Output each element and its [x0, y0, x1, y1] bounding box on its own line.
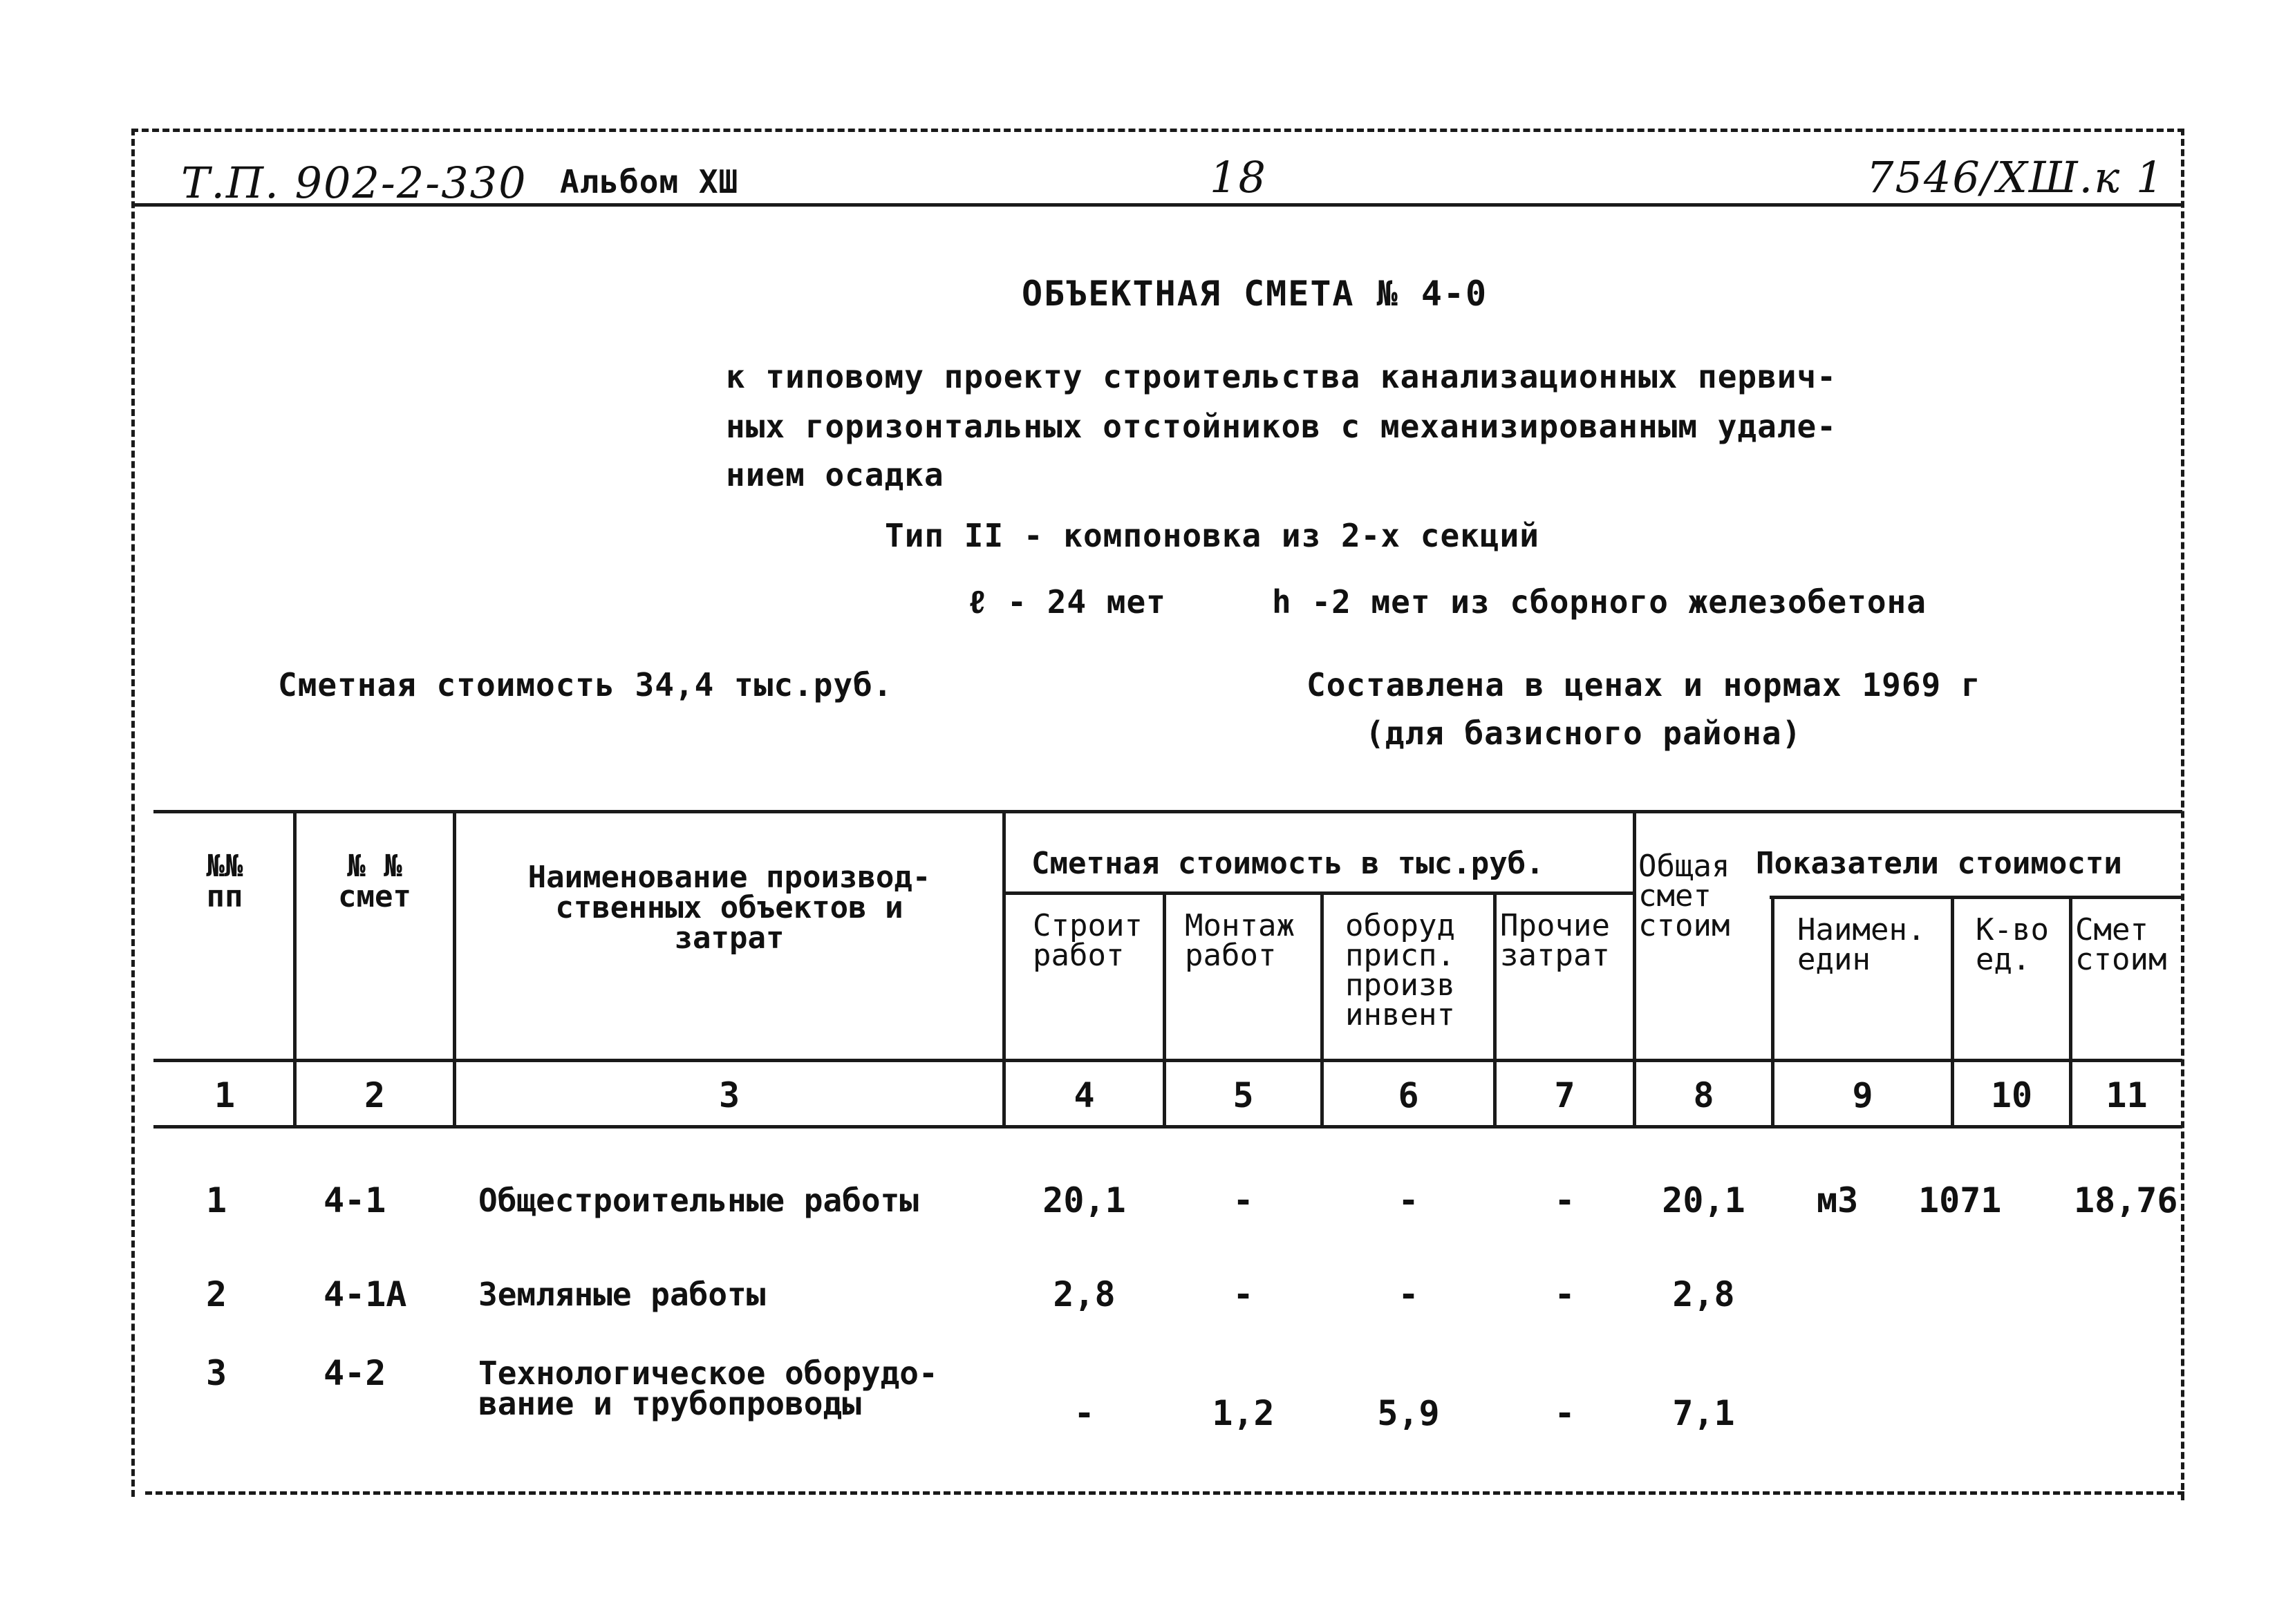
- estimate-number: 4-1: [324, 1180, 386, 1220]
- header-col-4: Строит работ: [1033, 908, 1143, 974]
- column-number: 1: [214, 1075, 236, 1115]
- equipment-cost: -: [1398, 1180, 1419, 1220]
- subtitle-line-3: нием осадка: [726, 456, 944, 493]
- equipment-cost: 5,9: [1377, 1393, 1440, 1433]
- other-cost: -: [1554, 1274, 1575, 1314]
- column-number: 10: [1990, 1075, 2033, 1115]
- frame-bottom: [145, 1491, 2184, 1495]
- header-col-1: №№ пп: [206, 849, 243, 914]
- item-name: Общестроительные работы: [478, 1182, 919, 1219]
- column-number: 5: [1233, 1075, 1254, 1115]
- column-numbers-rule: [153, 1125, 2182, 1129]
- prices-region: (для базисного района): [1365, 715, 1802, 752]
- estimate-number: 4-1А: [324, 1274, 407, 1314]
- item-name: Земляные работы: [478, 1276, 766, 1313]
- estimate-number: 4-2: [324, 1353, 386, 1393]
- mounting-cost: -: [1233, 1274, 1254, 1314]
- column-number: 11: [2106, 1075, 2148, 1115]
- dimension-height: h -2 мет из сборного железобетона: [1272, 583, 1927, 621]
- row-number: 3: [206, 1353, 227, 1393]
- header-indicators-group: Показатели стоимости: [1756, 846, 2122, 881]
- total-cost: 20,1: [1662, 1180, 1745, 1220]
- construction-cost: -: [1074, 1393, 1095, 1433]
- total-cost: 2,8: [1672, 1274, 1735, 1314]
- mounting-cost: 1,2: [1212, 1393, 1275, 1433]
- column-number: 4: [1074, 1075, 1095, 1115]
- row-number: 1: [206, 1180, 227, 1220]
- header-bottom-rule: [153, 1059, 2182, 1062]
- header-col-10: К-во ед.: [1976, 912, 2049, 978]
- other-cost: -: [1554, 1180, 1575, 1220]
- frame-right: [2181, 129, 2184, 1500]
- item-name: Технологическое оборудо- вание и трубопроводы: [478, 1354, 938, 1422]
- estimated-cost: Сметная стоимость 34,4 тыс.руб.: [278, 666, 893, 704]
- sheet-code: 7546/XШ.к 1: [1866, 152, 2165, 202]
- header-cost-group: Сметная стоимость в тыс.руб.: [1031, 846, 1544, 881]
- frame-top: [131, 129, 2184, 132]
- equipment-cost: -: [1398, 1274, 1419, 1314]
- construction-cost: 2,8: [1053, 1274, 1116, 1314]
- frame-left: [131, 129, 135, 1497]
- column-number: 7: [1554, 1075, 1575, 1115]
- subtitle-line-2: ных горизонтальных отстойников с механизированным удале-: [726, 408, 1837, 445]
- total-cost: 7,1: [1672, 1393, 1735, 1433]
- unit-name: м3: [1817, 1180, 1859, 1220]
- cost-group-rule: [1004, 891, 1634, 895]
- header-col-8: Общая смет стоим: [1638, 849, 1730, 944]
- document-title: ОБЪЕКТНАЯ СМЕТА № 4-0: [1022, 274, 1488, 314]
- row-number: 2: [206, 1274, 227, 1314]
- dimension-length: ℓ - 24 мет: [968, 583, 1166, 621]
- type-line: Тип II - компоновка из 2-х секций: [885, 517, 1539, 554]
- column-number: 2: [364, 1075, 386, 1115]
- column-number: 3: [718, 1075, 740, 1115]
- mounting-cost: -: [1233, 1180, 1254, 1220]
- project-code: Т.П. 902-2-330: [181, 158, 527, 208]
- construction-cost: 20,1: [1042, 1180, 1126, 1220]
- page-number: 18: [1210, 152, 1267, 202]
- unit-quantity: 1071: [1918, 1180, 2002, 1220]
- header-col-11: Смет стоим: [2075, 912, 2167, 978]
- header-col-5: Монтаж работ: [1185, 908, 1295, 974]
- column-number: 9: [1852, 1075, 1873, 1115]
- subtitle-line-1: к типовому проекту строительства канализационных первич-: [726, 358, 1837, 395]
- header-col-7: Прочие затрат: [1500, 908, 1610, 974]
- header-col-6: оборуд присп. произв инвент: [1345, 908, 1455, 1033]
- table-top-rule: [153, 810, 2182, 813]
- column-number: 6: [1398, 1075, 1419, 1115]
- unit-cost: 18,76: [2074, 1180, 2178, 1220]
- header-col-9: Наимен. един: [1797, 912, 1926, 978]
- album-label: Альбом XШ: [560, 163, 739, 200]
- column-number: 8: [1693, 1075, 1714, 1115]
- header-col-2: № № смет: [338, 849, 411, 914]
- prices-basis: Составлена в ценах и нормах 1969 г: [1306, 666, 1981, 704]
- indicators-group-rule: [1770, 896, 2181, 899]
- other-cost: -: [1554, 1393, 1575, 1433]
- header-col-3: Наименование производ- ственных объектов и затрат: [527, 860, 931, 956]
